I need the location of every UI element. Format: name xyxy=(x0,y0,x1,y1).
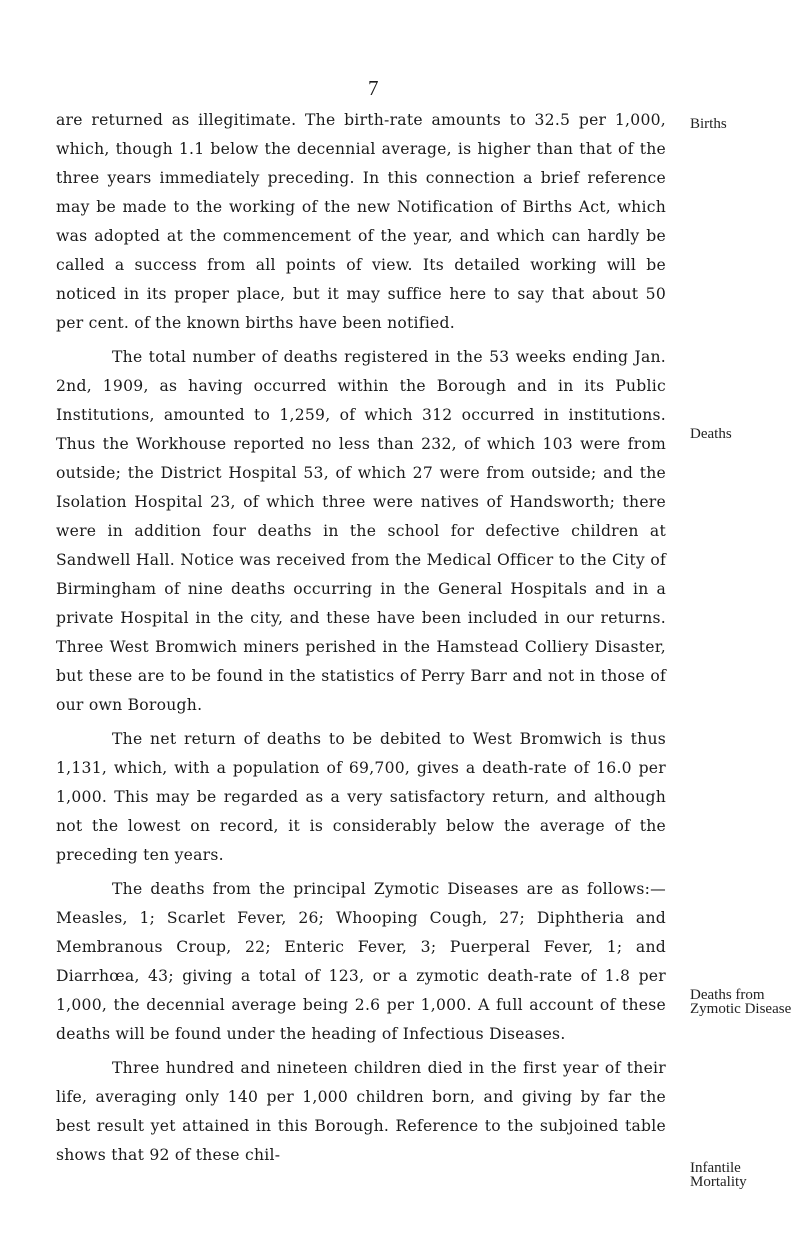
paragraph-death-rate: The net return of deaths to be debited to West Bromwich is thus 1,131, which, with a population of 69,700, gives a death-rate of 16.0 per 1,000. This may be regarded as a very satisfactory return, and although not the lowest on record, it is considerably below the average of the preceding ten years. xyxy=(56,730,666,864)
margin-note-zymotic: Deaths from Zymotic Disease xyxy=(690,987,792,1017)
page-number: 7 xyxy=(368,76,379,100)
margin-note-infantile: Infantile Mortality xyxy=(690,1160,747,1190)
margin-note-deaths: Deaths xyxy=(690,426,732,442)
paragraph-deaths: The total number of deaths registered in the 53 weeks ending Jan. 2nd, 1909, as having occurred within the Borough and in its Public Institutions, amounted to 1,259, of which 312 occurred in institutions. Thus the Workhouse reported no less than 232, of which 103 were from outside; the District Hospital 53, of which 27 were from outside; and the Isolation Hospital 23, of which three were natives of Handsworth; there were in addition four deaths in the school for defective children at Sandwell Hall. Notice was received from the Medical Officer to the City of Birmingham of nine deaths occurring in the General Hospitals and in a private Hospital in the city, and these have been included in our returns. Three West Bromwich miners perished in the Hamstead Colliery Disaster, but these are to be found in the statistics of Perry Barr and not in those of our own Borough. xyxy=(56,348,666,714)
paragraph-zymotic: The deaths from the principal Zymotic Diseases are as follows:—Measles, 1; Scarlet Fever, 26; Whooping Cough, 27; Diphtheria and Membranous Croup, 22; Enteric Fever, 3; Puerperal Fever, 1; and Diarrhœa, 43; giving a total of 123, or a zymotic death-rate of 1.8 per 1,000, the decennial average being 2.6 per 1,000. A full account of these deaths will be found under the heading of Infectious Diseases. xyxy=(56,880,666,1043)
paragraph-infantile: Three hundred and nineteen children died in the first year of their life, averaging only 140 per 1,000 children born, and giving by far the best result yet attained in this Borough. Reference to the subjoined table shows that 92 of these chil- xyxy=(56,1059,666,1164)
body-text xyxy=(56,106,666,1170)
paragraph-births: are returned as illegitimate. The birth-rate amounts to 32.5 per 1,000, which, though 1.1 below the decennial average, is higher than that of the three years immediately preceding. In this connection a brief reference may be made to the working of the new Notification of Births Act, which was adopted at the commencement of the year, and which can hardly be called a success from all points of view. Its detailed working will be noticed in its proper place, but it may suffice here to say that about 50 per cent. of the known births have been notified. xyxy=(56,111,666,332)
margin-note-births: Births xyxy=(690,116,727,132)
